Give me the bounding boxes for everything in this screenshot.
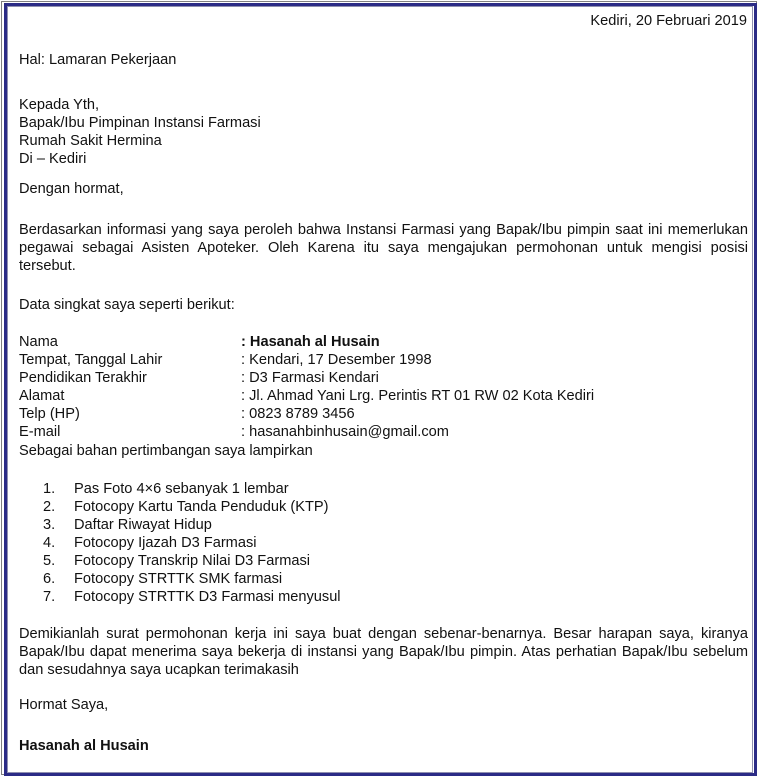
list-number: 1. xyxy=(43,481,56,497)
attachments-intro: Sebagai bahan pertimbangan saya lampirkan xyxy=(19,443,313,459)
list-text: Fotocopy STRTTK D3 Farmasi menyusul xyxy=(74,589,341,605)
data-label: Pendidikan Terakhir xyxy=(19,370,147,386)
address-line: Bapak/Ibu Pimpinan Instansi Farmasi xyxy=(19,115,261,131)
data-label: Telp (HP) xyxy=(19,406,80,422)
data-value: : D3 Farmasi Kendari xyxy=(241,370,379,386)
address-line: Kepada Yth, xyxy=(19,97,100,113)
closing-paragraph: Demikianlah surat permohonan kerja ini saya buat dengan sebenar-benarnya. Besar harapan saya, kiranya Bapak/Ibu dapat menerima saya bekerja di instansi yang Bapak/Ibu pimpin. Atas perhatian Bapak/Ibu sebelum dan sesudahnya saya ucapkan terimakasih xyxy=(19,626,748,678)
closing-salutation: Hormat Saya, xyxy=(19,697,109,713)
data-value: : Kendari, 17 Desember 1998 xyxy=(241,352,432,368)
list-number: 2. xyxy=(43,499,56,515)
list-text: Fotocopy Ijazah D3 Farmasi xyxy=(74,535,257,551)
place-date: Kediri, 20 Februari 2019 xyxy=(590,13,747,29)
data-label: Nama xyxy=(19,334,58,350)
subject-line: Hal: Lamaran Pekerjaan xyxy=(19,52,177,68)
data-label: Alamat xyxy=(19,388,65,404)
recipient-address xyxy=(19,96,261,168)
data-value: : Jl. Ahmad Yani Lrg. Perintis RT 01 RW 02 Kota Kediri xyxy=(241,388,595,404)
address-line: Di – Kediri xyxy=(19,151,87,167)
letter-page xyxy=(7,6,753,773)
data-label: E-mail xyxy=(19,424,61,440)
list-number: 6. xyxy=(43,571,56,587)
data-value: : Hasanah al Husain xyxy=(241,334,380,350)
data-value: : 0823 8789 3456 xyxy=(241,406,355,422)
summary-intro: Data singkat saya seperti berikut: xyxy=(19,297,235,313)
list-number: 4. xyxy=(43,535,56,551)
address-line: Rumah Sakit Hermina xyxy=(19,133,162,149)
list-text: Pas Foto 4×6 sebanyak 1 lembar xyxy=(74,481,289,497)
list-text: Daftar Riwayat Hidup xyxy=(74,517,212,533)
list-number: 7. xyxy=(43,589,56,605)
greeting: Dengan hormat, xyxy=(19,181,124,197)
list-number: 5. xyxy=(43,553,56,569)
list-text: Fotocopy Transkrip Nilai D3 Farmasi xyxy=(74,553,311,569)
list-text: Fotocopy STRTTK SMK farmasi xyxy=(74,571,283,587)
data-value: : hasanahbinhusain@gmail.com xyxy=(241,424,449,440)
list-text: Fotocopy Kartu Tanda Penduduk (KTP) xyxy=(74,499,329,515)
opening-paragraph: Berdasarkan informasi yang saya peroleh bahwa Instansi Farmasi yang Bapak/Ibu pimpin saat ini memerlukan pegawai sebagai Asisten Apoteker. Oleh Karena itu saya mengajukan permohonan untuk mengisi posisi tersebut. xyxy=(19,222,748,274)
data-label: Tempat, Tanggal Lahir xyxy=(19,352,163,368)
list-number: 3. xyxy=(43,517,56,533)
signature-name: Hasanah al Husain xyxy=(19,738,149,754)
